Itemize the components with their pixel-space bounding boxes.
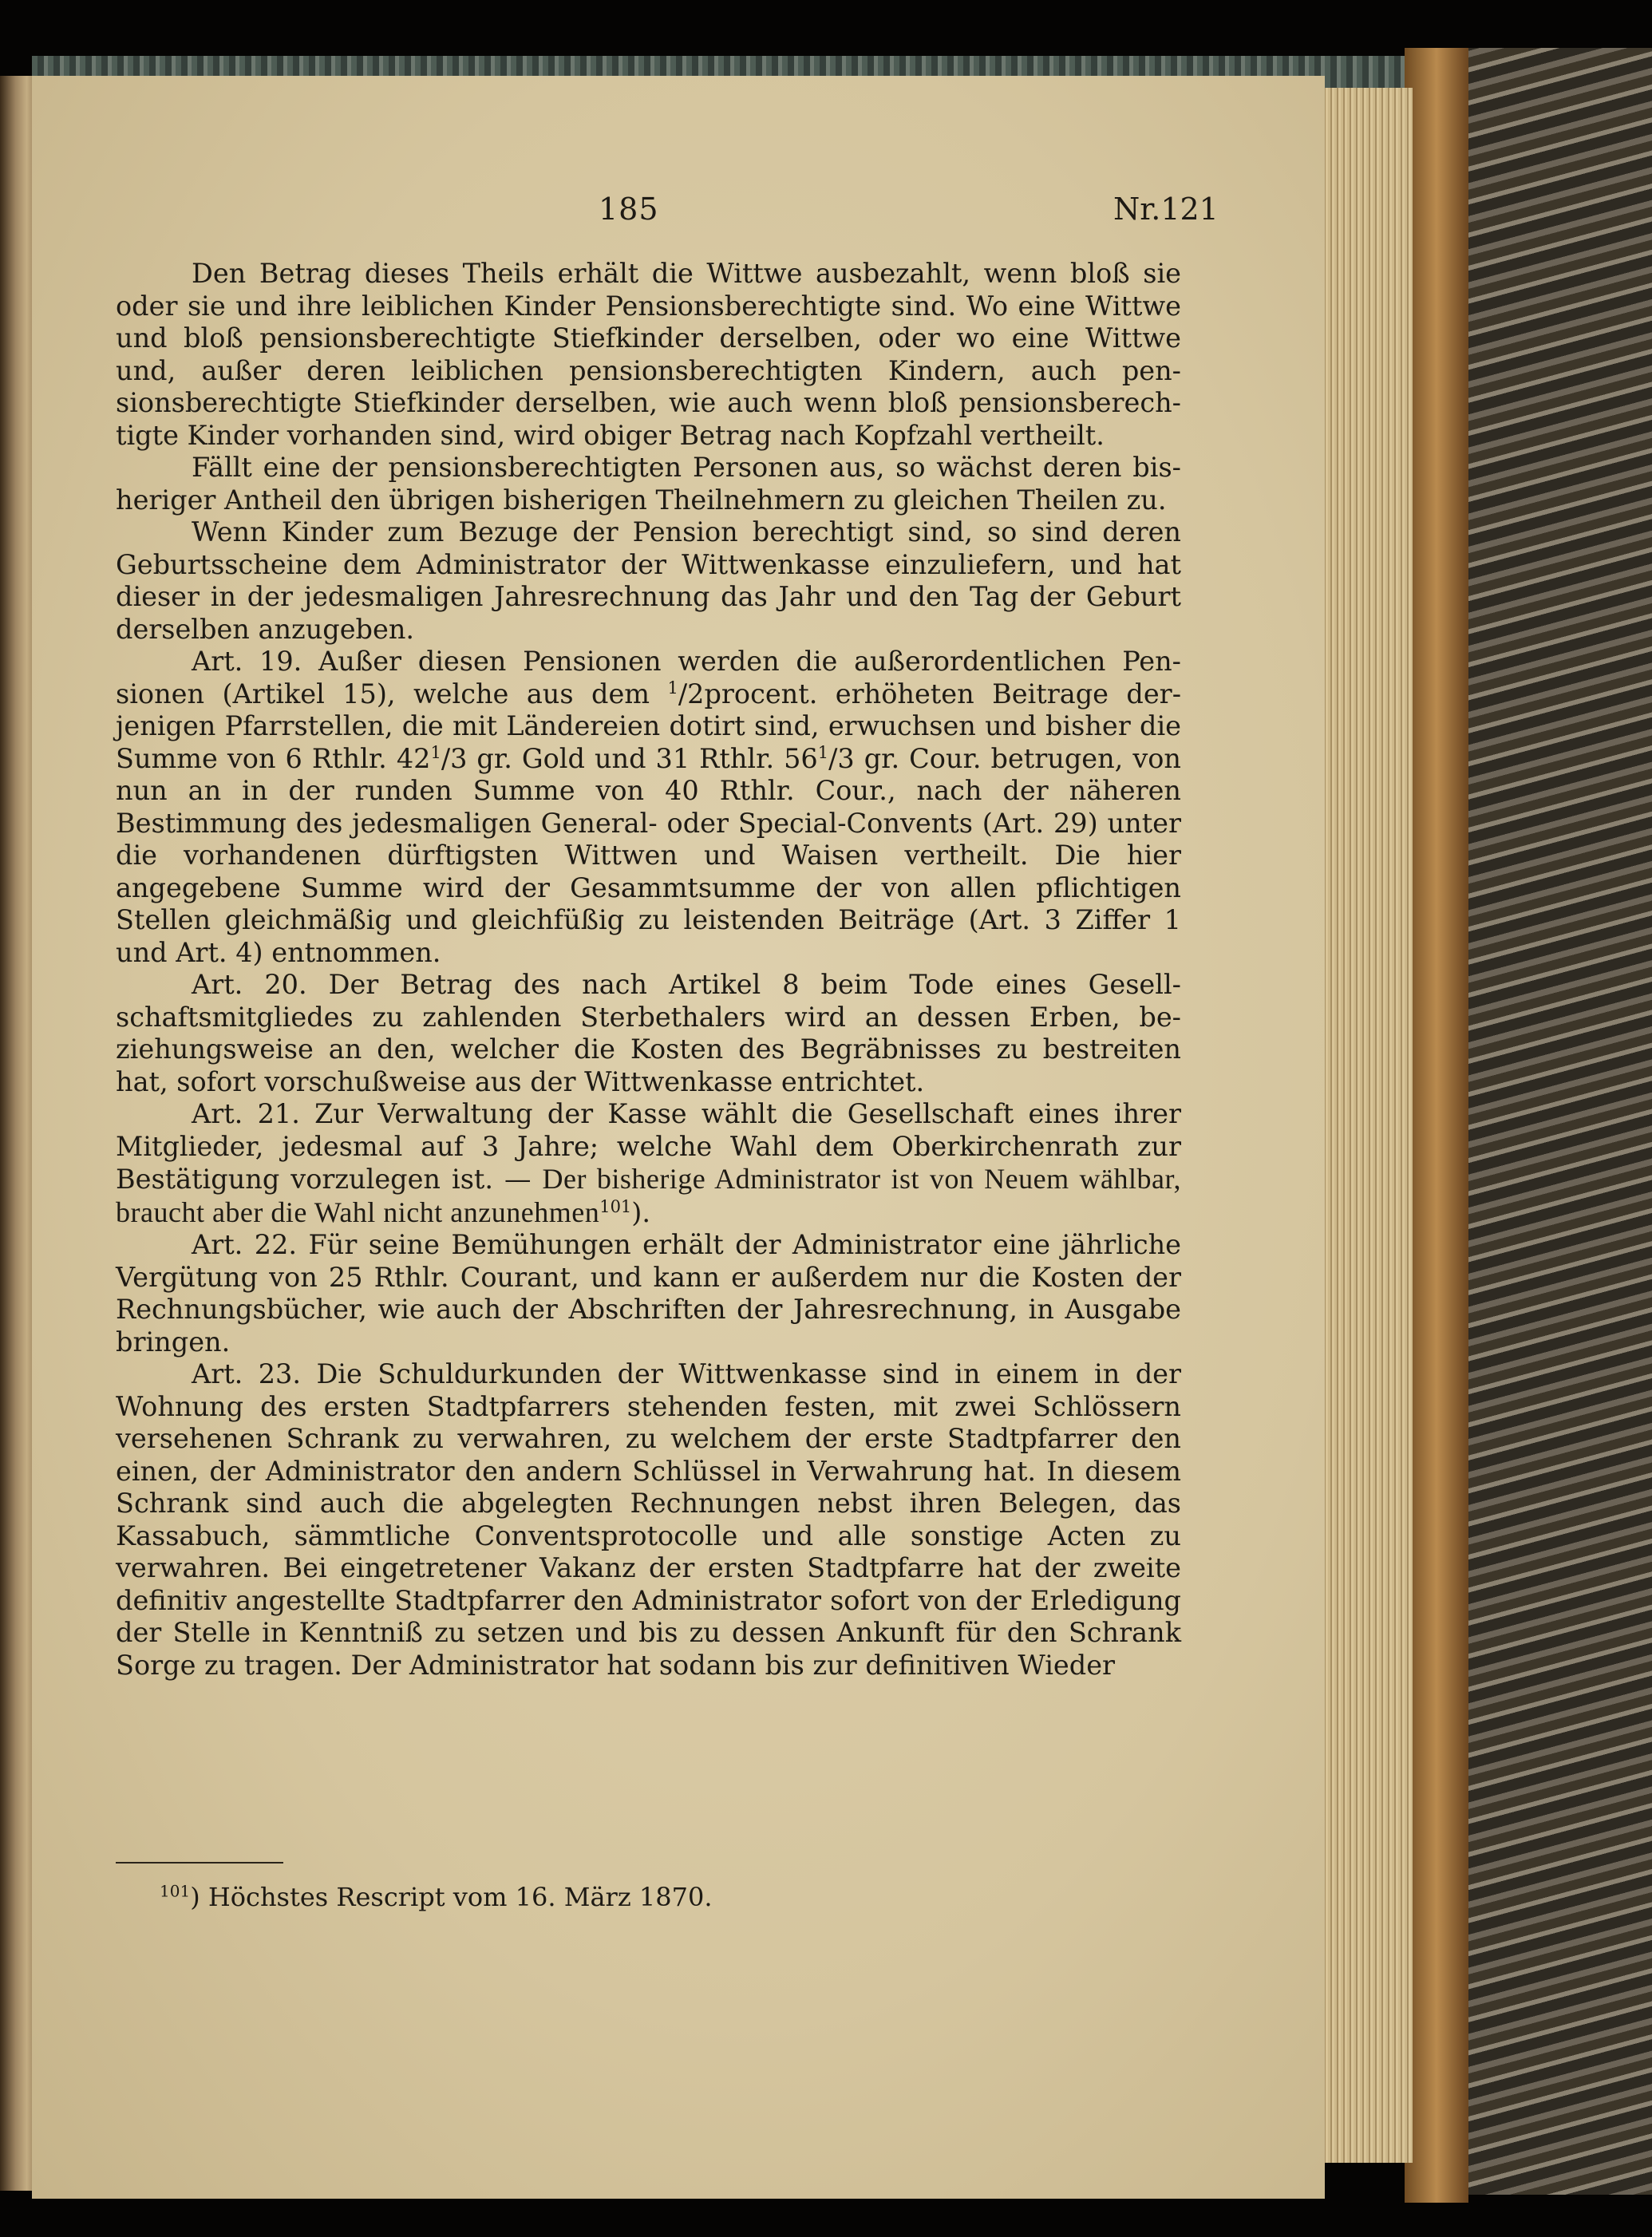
art-19-text-2: /2procent. erhöheten Beitrage derjenigen Pfarrstellen, die mit Ländereien dotirt sind, erwuchsen und bisher die Summe von 6 Rthlr. 42: [116, 678, 1182, 774]
footnote-text: ) Höchstes Rescript vom 16. März 1870.: [190, 1882, 713, 1912]
paragraph-pension-share: Den Betrag dieses Theils erhält die Wittwe ausbezahlt, wenn bloß sie oder sie und ihre leiblichen Kinder Pensionsberechtigte sind. Wo eine Wittwe und bloß pensionsberechtigte Stiefkinder derselben, oder wo eine Wittwe und, außer deren leiblichen pensionsberechtigten Kindern, auch pensionsberechtigte Stiefkinder derselben, wie auch wenn bloß pensionsberechtigte Kinder vorhanden sind, wird obiger Betrag nach Kopfzahl vertheilt.: [116, 258, 1181, 451]
marbled-cover: [1437, 48, 1652, 2195]
art-21-text-2: ).: [631, 1196, 651, 1228]
body-text: [116, 258, 1181, 1682]
paragraph-birth-certificates: Wenn Kinder zum Bezuge der Pension berechtigt sind, so sind deren Geburtsscheine dem Administrator der Wittwenkasse einzuliefern, und hat dieser in der jedesmaligen Jahresrechnung das Jahr und den Tag der Geburt derselben anzugeben.: [116, 516, 1181, 645]
book-page: [32, 76, 1325, 2199]
footnote-reference[interactable]: 101: [599, 1196, 632, 1216]
leather-cover-edge: [1405, 48, 1468, 2203]
art-21-latin-text: Der bisherige Administrator ist von Neuem wählbar, braucht aber die Wahl nicht anzunehmen: [116, 1163, 1181, 1228]
paragraph-art-21: [116, 1098, 1181, 1229]
footnote: [160, 1881, 1117, 1913]
paragraph-share-redistribution: Fällt eine der pensionsberechtigten Personen aus, so wächst deren bisheriger Antheil den übrigen bisherigen Theilnehmern zu gleichen Theilen zu.: [116, 452, 1181, 516]
art-19-fraction-1: 1: [667, 678, 678, 698]
footnote-number: 101: [160, 1881, 191, 1901]
page-number: 185: [599, 192, 659, 227]
art-19-text-3: /3 gr. Gold und 31 Rthlr. 56: [441, 742, 818, 774]
running-head: [32, 192, 1325, 239]
art-19-text-1: Art. 19. Außer diesen Pensionen werden die außerordentlichen Pensionen (Artikel 15), welche aus dem: [116, 646, 1181, 709]
document-number: Nr.121: [1113, 192, 1219, 227]
paragraph-art-22: Art. 22. Für seine Bemühungen erhält der Administrator eine jährliche Vergütung von 25 Rthlr. Courant, und kann er außerdem nur die Kosten der Rechnungsbücher, wie auch der Abschriften der Jahresrechnung, in Ausgabe bringen.: [116, 1229, 1181, 1358]
paragraph-art-23: Art. 23. Die Schuldurkunden der Wittwenkasse sind in einem in der Wohnung des ersten Stadtpfarrers stehenden festen, mit zwei Schlössern versehenen Schrank zu verwahren, zu welchem der erste Stadtpfarrer den einen, der Administrator den andern Schlüssel in Verwahrung hat. In diesem Schrank sind auch die abgelegten Rechnungen nebst ihren Belegen, das Kassabuch, sämmtliche Conventsprotocolle und alle sonstige Acten zu verwahren. Bei eingetretener Vakanz der ersten Stadtpfarre hat der zweite definitiv angestellte Stadtpfarrer den Administrator sofort von der Erledigung der Stelle in Kenntniß zu setzen und bis zu dessen Ankunft für den Schrank Sorge zu tragen. Der Administrator hat sodann bis zur definitiven Wieder: [116, 1358, 1181, 1681]
art-19-fraction-3: 1: [817, 742, 829, 762]
art-21-text-1: Art. 21. Zur Verwaltung der Kasse wählt die Gesellschaft eines ihrer Mitglieder, jedesmal auf 3 Jahre; welche Wahl dem Oberkirchenrath zur Bestätigung vorzulegen ist. —: [116, 1098, 1181, 1195]
paragraph-art-20: Art. 20. Der Betrag des nach Artikel 8 beim Tode eines Gesellschaftsmitgliedes zu zahlenden Sterbethalers wird an dessen Erben, beziehungsweise an den, welcher die Kosten des Begräbnisses zu bestreiten hat, sofort vorschußweise aus der Wittwenkasse entrichtet.: [116, 969, 1181, 1097]
paragraph-art-19: [116, 646, 1181, 969]
art-19-fraction-2: 1: [430, 742, 441, 762]
footnote-divider: [116, 1862, 283, 1864]
art-19-text-4: /3 gr. Cour. betrugen, von nun an in der runden Summe von 40 Rthlr. Cour., nach der näheren Bestimmung des jedesmaligen General- oder Special-Convents (Art. 29) unter die vorhandenen dürftigsten Wittwen und Waisen vertheilt. Die hier angegebene Summe wird der Gesammtsumme der von allen pflichtigen Stellen gleichmäßig und gleichfüßig zu leistenden Beiträge (Art. 3 Ziffer 1 und Art. 4) entnommen.: [116, 742, 1181, 968]
